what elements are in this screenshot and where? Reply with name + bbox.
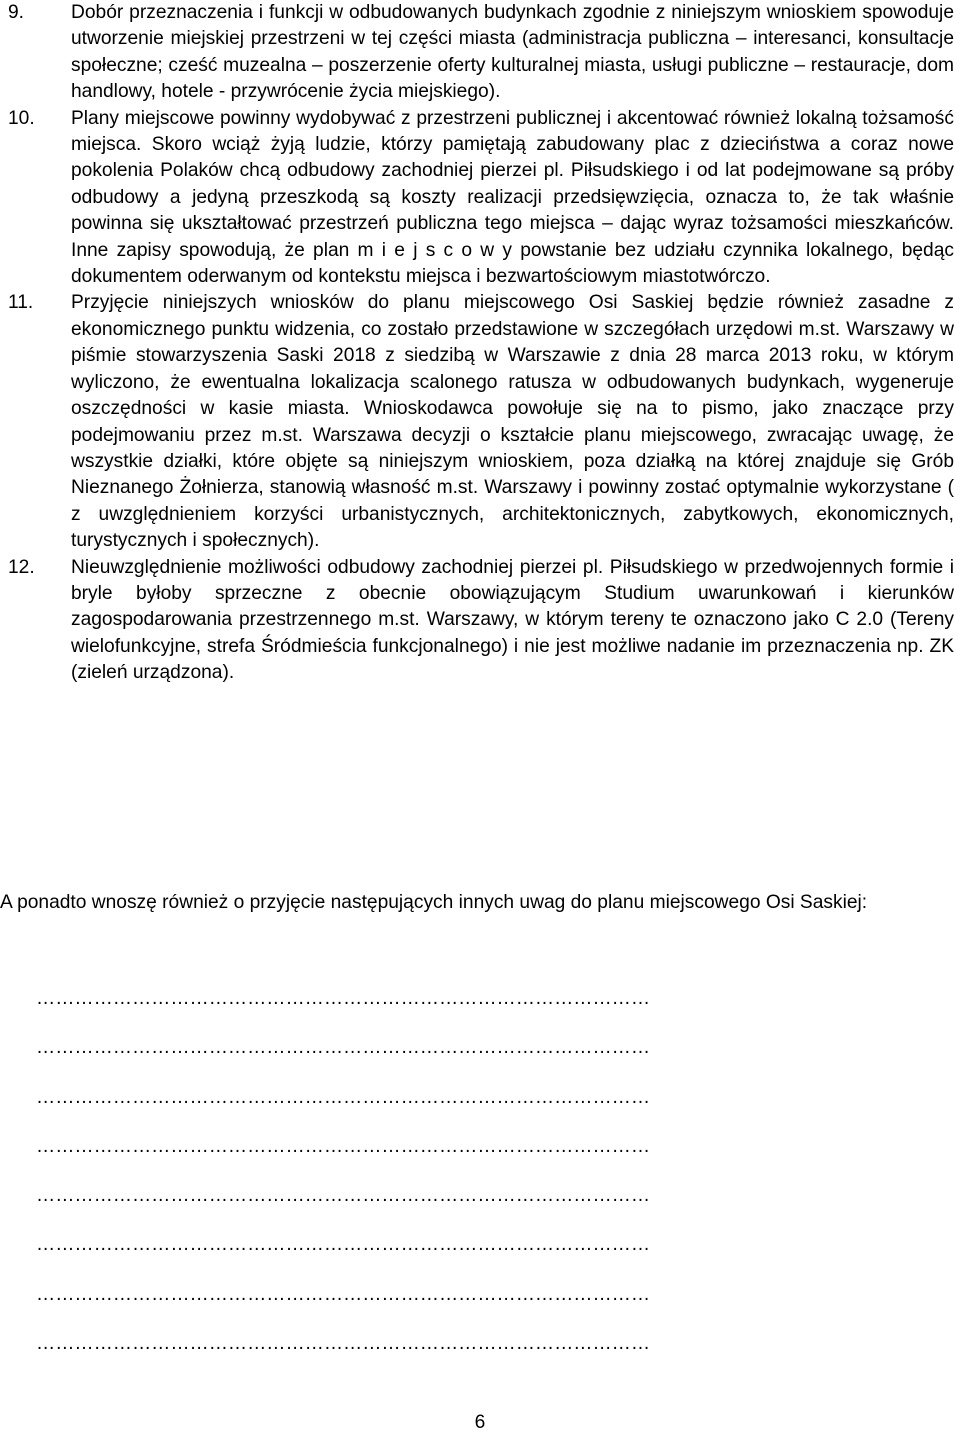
list-item-number: 11. — [8, 292, 34, 314]
list-item-11 — [0, 290, 960, 554]
blank-answer-lines — [36, 974, 936, 1368]
numbered-list — [0, 0, 960, 687]
list-item-10 — [0, 106, 960, 291]
list-item-number: 9. — [8, 2, 25, 23]
list-item-text: Plany miejscowe powinny wydobywać z przestrzeni publicznej i akcentować również lokalną tożsamość miejsca. Skoro wciąż żyją ludzie, którzy pamiętają zabudowany plac z dzieciństwa a coraz nowe pokolenia Polaków chcą odbudowy zachodniej pierzei pl. Piłsudskiego i od lat podejmowane są próby odbudowy a jedyną przeszkodą są koszty realizacji przedsięwzięcia, oznacza to, że tak właśnie powinna się ukształtować przestrzeń publiczna tego miejsca – dając wyraz tożsamości mieszkańców. Inne zapisy spowodują, że plan m i e j s c o w y powstanie bez udziału czynnika lokalnego, będąc dokumentem oderwanym od kontekstu miejsca i bezwartościowym miastotwórczo. — [71, 107, 954, 288]
blank-line[interactable]: …………………………………………………………………………………… — [36, 1283, 650, 1305]
list-item-text: Przyjęcie niniejszych wniosków do planu miejscowego Osi Saskiej będzie również zasadne z ekonomicznego punktu widzenia, co zostało przedstawione w szczegółach urzędowi m.st. Warszawy w piśmie stowarzyszenia Saski 2018 z siedzibą w Warszawie z dnia 28 marca 2013 roku, w którym wyliczono, że ewentualna lokalizacja scalonego ratusza w odbudowanych budynkach, wygeneruje oszczędności w kasie miasta. Wnioskodawca powołuje się na to pismo, jako znaczące przy podejmowaniu przez m.st. Warszawa decyzji o kształcie planu miejscowego, zwracając uwagę, że wszystkie działki, które objęte są niniejszym wnioskiem, poza działką na której znajduje się Grób Nieznanego Żołnierza, stanowią własność m.st. Warszawy i powinny zostać optymalnie wykorzystane ( z uwzględnieniem korzyści urbanistycznych, architektonicznych, zabytkowych, ekonomicznych, turystycznych i społecznych). — [71, 292, 954, 552]
list-item-text: Dobór przeznaczenia i funkcji w odbudowanych budynkach zgodnie z niniejszym wnioskiem spowoduje utworzenie miejskiej przestrzeni w tej części miasta (administracja publiczna – interesanci, konsultacje społeczne; cześć muzealna – poszerzenie oferty kulturalnej miasta, usługi publiczne – restauracje, dom handlowy, hotele - przywrócenie życia miejskiego). — [71, 2, 954, 103]
blank-line[interactable]: …………………………………………………………………………………… — [36, 1037, 650, 1059]
blank-line[interactable]: …………………………………………………………………………………… — [36, 1185, 650, 1207]
blank-line[interactable]: …………………………………………………………………………………… — [36, 1333, 650, 1355]
list-item-9 — [0, 0, 960, 106]
list-item-text: Nieuwzględnienie możliwości odbudowy zachodniej pierzei pl. Piłsudskiego w przedwojennych formie i bryle byłoby sprzeczne z obecnie obowiązującym Studium uwarunkowań i kierunków zagospodarowania przestrzennego m.st. Warszawy, w którym tereny te oznaczono jako C 2.0 (Tereny wielofunkcyjne, strefa Śródmieścia funkcjonalnego) i nie jest możliwe nadanie im przeznaczenia np. ZK (zieleń urządzona). — [71, 556, 954, 684]
list-item-number: 12. — [8, 556, 35, 578]
page-number: 6 — [474, 1412, 486, 1433]
list-item-12 — [0, 555, 960, 687]
closing-paragraph: A ponadto wnoszę również o przyjęcie następujących innych uwag do planu miejscowego Osi Saskiej: — [0, 892, 868, 913]
blank-line[interactable]: …………………………………………………………………………………… — [36, 1135, 650, 1157]
list-item-number: 10. — [8, 107, 35, 129]
blank-line[interactable]: …………………………………………………………………………………… — [36, 1086, 650, 1108]
blank-line[interactable]: …………………………………………………………………………………… — [36, 988, 650, 1009]
blank-line[interactable]: …………………………………………………………………………………… — [36, 1234, 650, 1256]
